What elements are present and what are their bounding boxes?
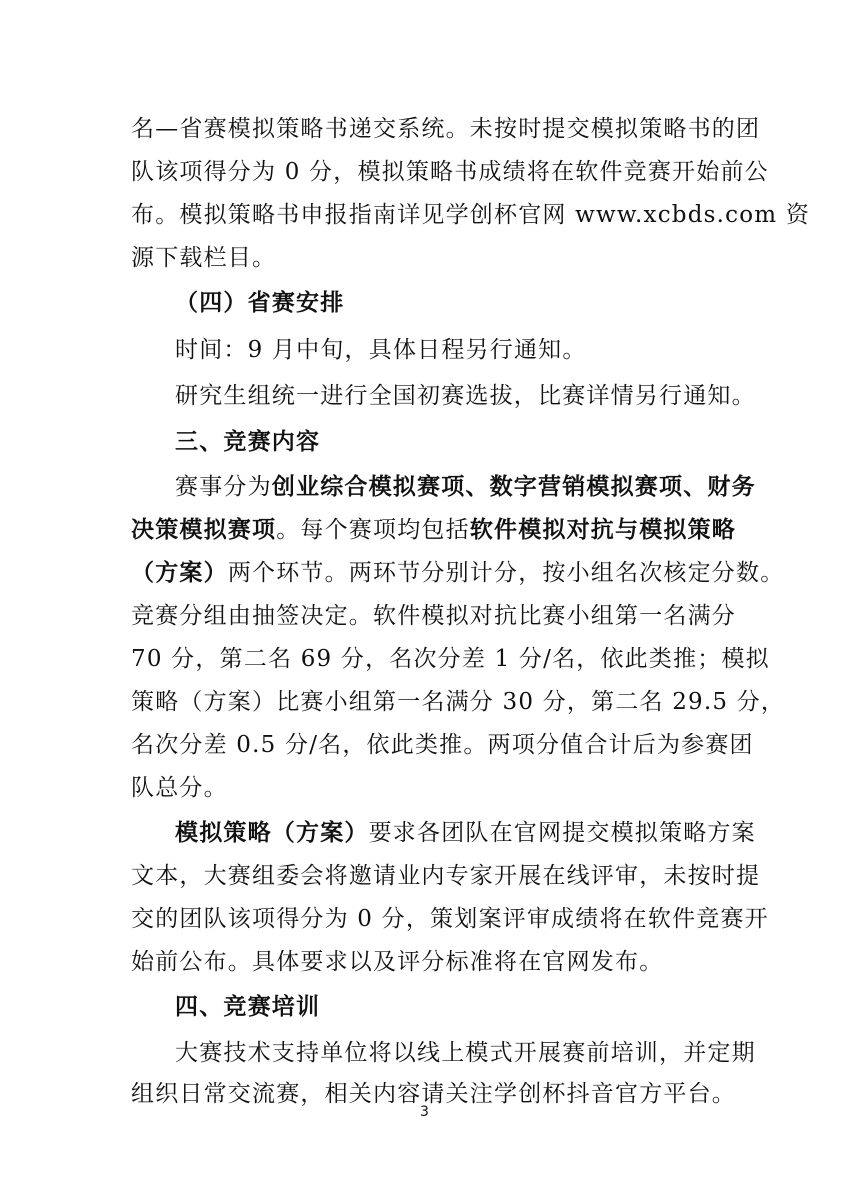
- content-para-line-3: [131, 557, 785, 589]
- content-para-line-4: 竞赛分组由抽签决定。软件模拟对抗比赛小组第一名满分: [131, 603, 736, 629]
- content-para-line-2: [131, 514, 737, 546]
- training-para-line-2: 组织日常交流赛，相关内容请关注学创杯抖音官方平台。: [131, 1081, 736, 1107]
- content-para-line-5: 70 分，第二名 69 分，名次分差 1 分/名，依此类推；模拟: [131, 646, 770, 672]
- para-continued-line-1: 名—省赛模拟策略书递交系统。未按时提交模拟策略书的团: [131, 116, 761, 142]
- content-rest: 两个环节。两环节分别计分，按小组名次核定分数。: [227, 560, 785, 586]
- para-continued-line-3: 布。模拟策略书申报指南详见学创杯官网 www.xcbds.com 资: [131, 202, 811, 228]
- content-mid: 。每个赛项均包括: [276, 517, 470, 543]
- graduate-text: 研究生组统一进行全国初赛选拔，比赛详情另行通知。: [175, 383, 756, 409]
- content-prefix: 赛事分为: [175, 474, 272, 500]
- content-bold-2: 决策模拟赛项: [131, 516, 277, 543]
- schedule-text: 时间：9 月中旬，具体日程另行通知。: [175, 337, 587, 363]
- strategy-para-line-4: 始前公布。具体要求以及评分标准将在官网发布。: [131, 949, 664, 975]
- page-number: 3: [420, 1104, 429, 1120]
- content-bold-1: 创业综合模拟赛项、数字营销模拟赛项、财务: [271, 473, 756, 500]
- strategy-rest: 要求各团队在官网提交模拟策略方案: [368, 820, 756, 846]
- content-para-line-8: 队总分。: [131, 775, 228, 801]
- content-para-line-1: [175, 471, 756, 503]
- para-continued-line-2: 队该项得分为 0 分，模拟策略书成绩将在软件竞赛开始前公: [131, 159, 769, 185]
- strategy-para-line-2: 文本，大赛组委会将邀请业内专家开展在线评审，未按时提: [131, 863, 761, 889]
- section-4-heading: （四）省赛安排: [175, 289, 345, 316]
- para-continued-line-4: 源下载栏目。: [131, 245, 277, 271]
- strategy-para-line-1: [175, 817, 756, 849]
- section-3-heading: 三、竞赛内容: [175, 428, 321, 455]
- training-para-line-1: 大赛技术支持单位将以线上模式开展赛前培训，并定期: [175, 1040, 756, 1066]
- content-bold-3: 软件模拟对抗与模拟策略: [469, 516, 737, 543]
- section-4b-heading: 四、竞赛培训: [175, 993, 321, 1020]
- content-bold-4: （方案）: [131, 559, 228, 586]
- content-para-line-6: 策略（方案）比赛小组第一名满分 30 分，第二名 29.5 分，: [131, 689, 786, 715]
- strategy-para-line-3: 交的团队该项得分为 0 分，策划案评审成绩将在软件竞赛开: [131, 906, 769, 932]
- content-para-line-7: 名次分差 0.5 分/名，依此类推。两项分值合计后为参赛团: [131, 732, 754, 758]
- strategy-bold: 模拟策略（方案）: [175, 819, 369, 846]
